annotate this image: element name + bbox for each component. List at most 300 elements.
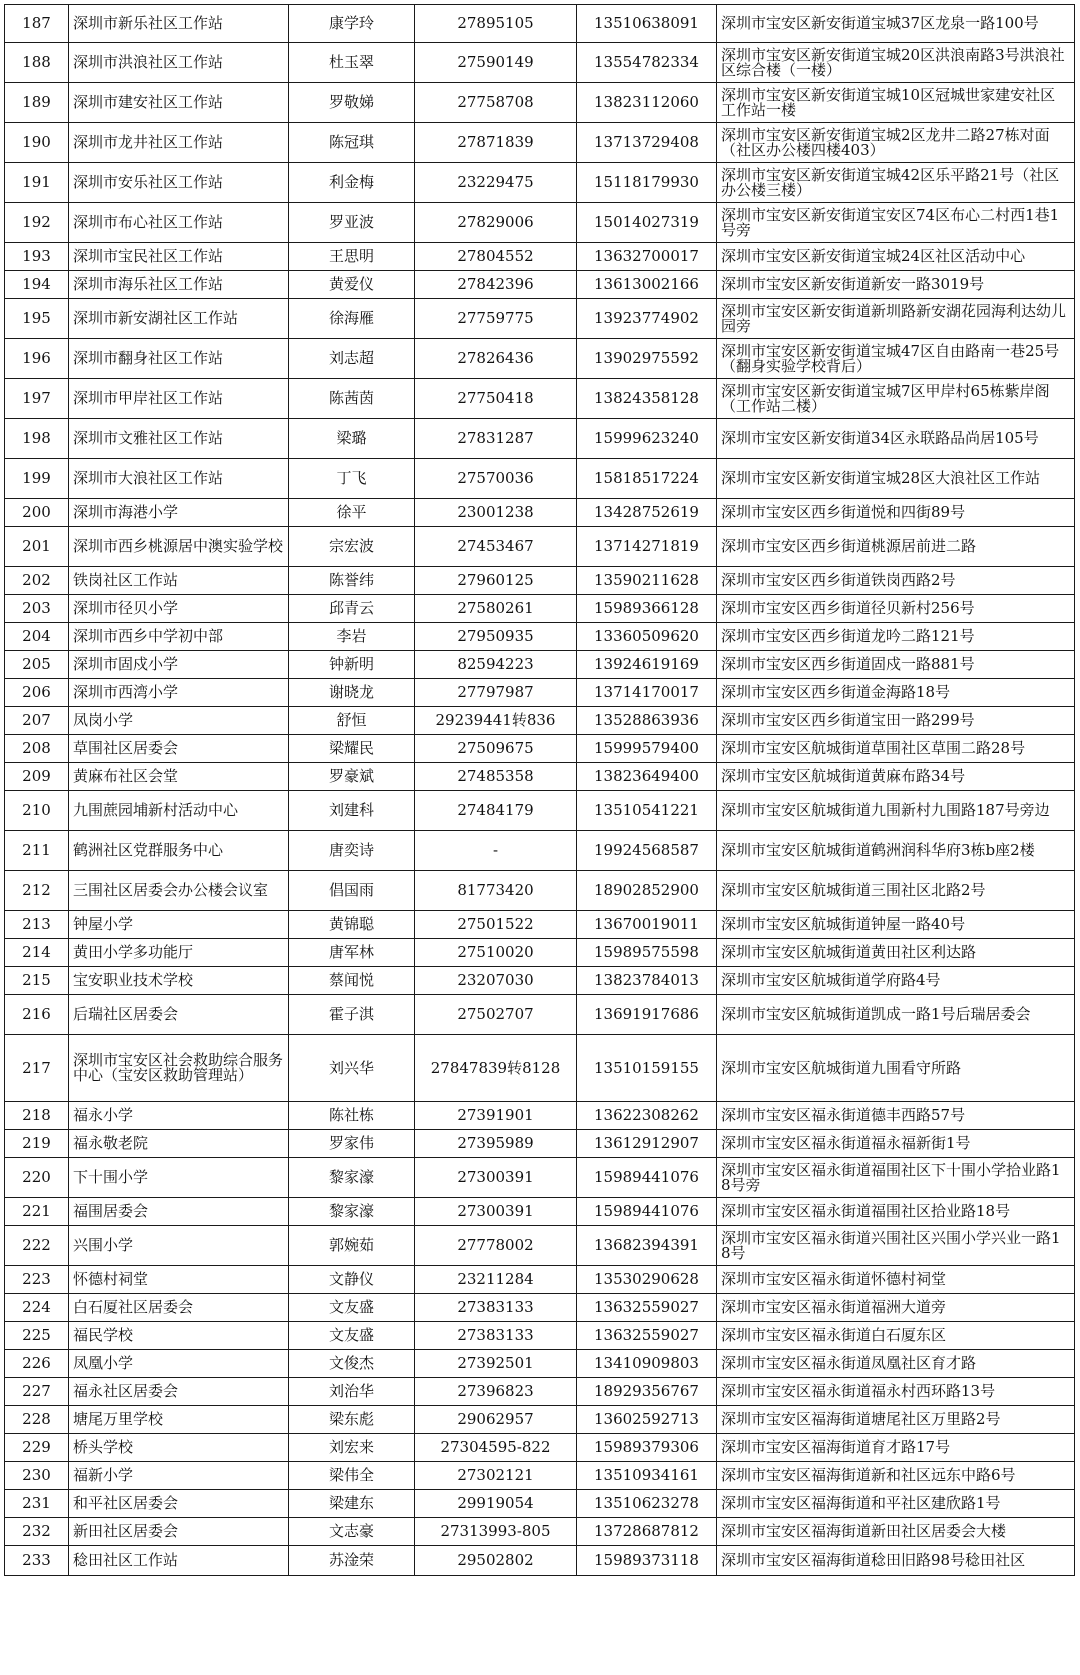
contact-person-cell: 丁飞 [289, 459, 415, 499]
address-cell: 深圳市宝安区福永街道福洲大道旁 [717, 1294, 1075, 1322]
office-phone-cell: 27590149 [415, 43, 577, 83]
contact-person-cell: 蔡闻悦 [289, 967, 415, 995]
table-row [5, 243, 1075, 271]
table-row [5, 1350, 1075, 1378]
contact-person-cell: 徐平 [289, 499, 415, 527]
table-row [5, 995, 1075, 1035]
mobile-phone-cell: 13923774902 [577, 299, 717, 339]
table-row [5, 1518, 1075, 1546]
site-name-cell: 稔田社区工作站 [69, 1546, 289, 1576]
address-cell: 深圳市宝安区西乡街道悦和四街89号 [717, 499, 1075, 527]
site-name-cell: 深圳市径贝小学 [69, 595, 289, 623]
address-cell: 深圳市宝安区航城街道鹤洲润科华府3栋b座2楼 [717, 831, 1075, 871]
mobile-phone-cell: 15999579400 [577, 735, 717, 763]
office-phone-cell: 27383133 [415, 1322, 577, 1350]
contact-person-cell: 刘治华 [289, 1378, 415, 1406]
table-row [5, 623, 1075, 651]
row-number-cell: 206 [5, 679, 69, 707]
mobile-phone-cell: 13428752619 [577, 499, 717, 527]
address-cell: 深圳市宝安区福海街道塘尾社区万里路2号 [717, 1406, 1075, 1434]
mobile-phone-cell: 13902975592 [577, 339, 717, 379]
contact-person-cell: 文静仪 [289, 1266, 415, 1294]
row-number-cell: 231 [5, 1490, 69, 1518]
mobile-phone-cell: 13612912907 [577, 1130, 717, 1158]
address-cell: 深圳市宝安区新安街道宝城24区社区活动中心 [717, 243, 1075, 271]
table-row [5, 1378, 1075, 1406]
contact-person-cell: 陈社栋 [289, 1102, 415, 1130]
table-row [5, 1462, 1075, 1490]
office-phone-cell: 23229475 [415, 163, 577, 203]
table-row [5, 1102, 1075, 1130]
mobile-phone-cell: 13510541221 [577, 791, 717, 831]
site-name-cell: 深圳市西乡桃源居中澳实验学校 [69, 527, 289, 567]
contact-person-cell: 文俊杰 [289, 1350, 415, 1378]
mobile-phone-cell: 13713729408 [577, 123, 717, 163]
row-number-cell: 207 [5, 707, 69, 735]
address-cell: 深圳市宝安区航城街道草围社区草围二路28号 [717, 735, 1075, 763]
mobile-phone-cell: 15999623240 [577, 419, 717, 459]
address-cell: 深圳市宝安区福永街道怀德村祠堂 [717, 1266, 1075, 1294]
address-cell: 深圳市宝安区西乡街道铁岗西路2号 [717, 567, 1075, 595]
mobile-phone-cell: 13691917686 [577, 995, 717, 1035]
table-row [5, 1434, 1075, 1462]
row-number-cell: 225 [5, 1322, 69, 1350]
site-name-cell: 福围居委会 [69, 1198, 289, 1226]
table-row [5, 707, 1075, 735]
site-name-cell: 深圳市海乐社区工作站 [69, 271, 289, 299]
site-name-cell: 深圳市固戍小学 [69, 651, 289, 679]
table-row [5, 595, 1075, 623]
mobile-phone-cell: 13590211628 [577, 567, 717, 595]
row-number-cell: 232 [5, 1518, 69, 1546]
contact-person-cell: 王思明 [289, 243, 415, 271]
table-row [5, 1546, 1075, 1576]
contact-person-cell: 罗敬娣 [289, 83, 415, 123]
row-number-cell: 210 [5, 791, 69, 831]
site-name-cell: 怀德村祠堂 [69, 1266, 289, 1294]
table-row [5, 791, 1075, 831]
table-row [5, 1266, 1075, 1294]
site-name-cell: 宝安职业技术学校 [69, 967, 289, 995]
row-number-cell: 189 [5, 83, 69, 123]
address-cell: 深圳市宝安区新安街道新圳路新安湖花园海利达幼儿园旁 [717, 299, 1075, 339]
mobile-phone-cell: 15989441076 [577, 1198, 717, 1226]
row-number-cell: 213 [5, 911, 69, 939]
mobile-phone-cell: 13632700017 [577, 243, 717, 271]
office-phone-cell: 27750418 [415, 379, 577, 419]
table-row [5, 567, 1075, 595]
address-cell: 深圳市宝安区航城街道学府路4号 [717, 967, 1075, 995]
address-cell: 深圳市宝安区福海街道新和社区远东中路6号 [717, 1462, 1075, 1490]
row-number-cell: 224 [5, 1294, 69, 1322]
site-name-cell: 深圳市宝民社区工作站 [69, 243, 289, 271]
contact-person-cell: 黄爱仪 [289, 271, 415, 299]
site-name-cell: 福永小学 [69, 1102, 289, 1130]
site-name-cell: 塘尾万里学校 [69, 1406, 289, 1434]
address-cell: 深圳市宝安区福海街道育才路17号 [717, 1434, 1075, 1462]
contact-person-cell: 梁东彪 [289, 1406, 415, 1434]
site-name-cell: 深圳市大浪社区工作站 [69, 459, 289, 499]
table-row [5, 163, 1075, 203]
row-number-cell: 209 [5, 763, 69, 791]
contact-person-cell: 罗亚波 [289, 203, 415, 243]
site-name-cell: 钟屋小学 [69, 911, 289, 939]
address-cell: 深圳市宝安区新安街道新安一路3019号 [717, 271, 1075, 299]
site-name-cell: 草围社区居委会 [69, 735, 289, 763]
row-number-cell: 193 [5, 243, 69, 271]
site-name-cell: 深圳市龙井社区工作站 [69, 123, 289, 163]
address-cell: 深圳市宝安区西乡街道金海路18号 [717, 679, 1075, 707]
table-row [5, 967, 1075, 995]
address-cell: 深圳市宝安区西乡街道固戍一路881号 [717, 651, 1075, 679]
address-cell: 深圳市宝安区福永街道兴围社区兴围小学兴业一路18号 [717, 1226, 1075, 1266]
table-row [5, 43, 1075, 83]
contact-person-cell: 徐海雁 [289, 299, 415, 339]
site-name-cell: 深圳市宝安区社会救助综合服务中心（宝安区救助管理站） [69, 1035, 289, 1102]
office-phone-cell: - [415, 831, 577, 871]
address-cell: 深圳市宝安区西乡街道径贝新村256号 [717, 595, 1075, 623]
contact-person-cell: 康学玲 [289, 5, 415, 43]
contact-person-cell: 刘志超 [289, 339, 415, 379]
table-row [5, 299, 1075, 339]
contact-person-cell: 邱青云 [289, 595, 415, 623]
mobile-phone-cell: 18902852900 [577, 871, 717, 911]
table-row [5, 1322, 1075, 1350]
office-phone-cell: 27804552 [415, 243, 577, 271]
site-name-cell: 鹤洲社区党群服务中心 [69, 831, 289, 871]
row-number-cell: 191 [5, 163, 69, 203]
row-number-cell: 203 [5, 595, 69, 623]
contact-person-cell: 郭婉茹 [289, 1226, 415, 1266]
contact-person-cell: 文友盛 [289, 1322, 415, 1350]
address-cell: 深圳市宝安区福永街道凤凰社区育才路 [717, 1350, 1075, 1378]
site-name-cell: 深圳市建安社区工作站 [69, 83, 289, 123]
site-name-cell: 九围蔗园埔新村活动中心 [69, 791, 289, 831]
table-row [5, 763, 1075, 791]
address-cell: 深圳市宝安区航城街道九围看守所路 [717, 1035, 1075, 1102]
office-phone-cell: 27485358 [415, 763, 577, 791]
mobile-phone-cell: 13682394391 [577, 1226, 717, 1266]
contact-person-cell: 陈誉纬 [289, 567, 415, 595]
contact-person-cell: 宗宏波 [289, 527, 415, 567]
table-row [5, 871, 1075, 911]
mobile-phone-cell: 13670019011 [577, 911, 717, 939]
row-number-cell: 195 [5, 299, 69, 339]
row-number-cell: 217 [5, 1035, 69, 1102]
mobile-phone-cell: 15989379306 [577, 1434, 717, 1462]
table-row [5, 651, 1075, 679]
table-row [5, 339, 1075, 379]
office-phone-cell: 27847839转8128 [415, 1035, 577, 1102]
contact-person-cell: 谢晓龙 [289, 679, 415, 707]
row-number-cell: 205 [5, 651, 69, 679]
contact-person-cell: 钟新明 [289, 651, 415, 679]
table-row [5, 527, 1075, 567]
mobile-phone-cell: 15818517224 [577, 459, 717, 499]
site-name-cell: 黄麻布社区会堂 [69, 763, 289, 791]
address-cell: 深圳市宝安区新安街道34区永联路品尚居105号 [717, 419, 1075, 459]
table-row [5, 459, 1075, 499]
row-number-cell: 190 [5, 123, 69, 163]
mobile-phone-cell: 13510934161 [577, 1462, 717, 1490]
office-phone-cell: 27396823 [415, 1378, 577, 1406]
office-phone-cell: 23211284 [415, 1266, 577, 1294]
mobile-phone-cell: 15118179930 [577, 163, 717, 203]
row-number-cell: 192 [5, 203, 69, 243]
mobile-phone-cell: 18929356767 [577, 1378, 717, 1406]
site-name-cell: 三围社区居委会办公楼会议室 [69, 871, 289, 911]
address-cell: 深圳市宝安区航城街道黄麻布路34号 [717, 763, 1075, 791]
office-phone-cell: 27501522 [415, 911, 577, 939]
contact-person-cell: 梁璐 [289, 419, 415, 459]
contact-person-cell: 梁伟全 [289, 1462, 415, 1490]
office-phone-cell: 27797987 [415, 679, 577, 707]
table-row [5, 679, 1075, 707]
site-name-cell: 下十围小学 [69, 1158, 289, 1198]
site-name-cell: 和平社区居委会 [69, 1490, 289, 1518]
mobile-phone-cell: 13728687812 [577, 1518, 717, 1546]
address-cell: 深圳市宝安区福海街道新田社区居委会大楼 [717, 1518, 1075, 1546]
site-name-cell: 深圳市布心社区工作站 [69, 203, 289, 243]
office-phone-cell: 27509675 [415, 735, 577, 763]
table-row [5, 203, 1075, 243]
office-phone-cell: 27842396 [415, 271, 577, 299]
mobile-phone-cell: 19924568587 [577, 831, 717, 871]
office-phone-cell: 27950935 [415, 623, 577, 651]
contact-person-cell: 刘宏来 [289, 1434, 415, 1462]
table-row [5, 1198, 1075, 1226]
table-row [5, 1294, 1075, 1322]
site-name-cell: 深圳市西乡中学初中部 [69, 623, 289, 651]
address-cell: 深圳市宝安区新安街道宝城28区大浪社区工作站 [717, 459, 1075, 499]
site-name-cell: 深圳市翻身社区工作站 [69, 339, 289, 379]
address-cell: 深圳市宝安区航城街道黄田社区利达路 [717, 939, 1075, 967]
contact-table [4, 4, 1075, 1576]
office-phone-cell: 23207030 [415, 967, 577, 995]
address-cell: 深圳市宝安区福海街道和平社区建欣路1号 [717, 1490, 1075, 1518]
address-cell: 深圳市宝安区新安街道宝城2区龙井二路27栋对面（社区办公楼四楼403） [717, 123, 1075, 163]
office-phone-cell: 27758708 [415, 83, 577, 123]
mobile-phone-cell: 13632559027 [577, 1322, 717, 1350]
office-phone-cell: 82594223 [415, 651, 577, 679]
mobile-phone-cell: 13613002166 [577, 271, 717, 299]
contact-person-cell: 陈冠琪 [289, 123, 415, 163]
site-name-cell: 深圳市甲岸社区工作站 [69, 379, 289, 419]
contact-person-cell: 罗家伟 [289, 1130, 415, 1158]
row-number-cell: 220 [5, 1158, 69, 1198]
contact-person-cell: 梁建东 [289, 1490, 415, 1518]
mobile-phone-cell: 13510623278 [577, 1490, 717, 1518]
table-row [5, 911, 1075, 939]
office-phone-cell: 27829006 [415, 203, 577, 243]
row-number-cell: 214 [5, 939, 69, 967]
contact-person-cell: 苏淦荣 [289, 1546, 415, 1576]
mobile-phone-cell: 13714271819 [577, 527, 717, 567]
site-name-cell: 黄田小学多功能厅 [69, 939, 289, 967]
address-cell: 深圳市宝安区新安街道宝城10区冠城世家建安社区工作站一楼 [717, 83, 1075, 123]
table-row [5, 1490, 1075, 1518]
contact-person-cell: 唐军林 [289, 939, 415, 967]
office-phone-cell: 27759775 [415, 299, 577, 339]
site-name-cell: 后瑞社区居委会 [69, 995, 289, 1035]
office-phone-cell: 81773420 [415, 871, 577, 911]
mobile-phone-cell: 13824358128 [577, 379, 717, 419]
office-phone-cell: 29239441转836 [415, 707, 577, 735]
table-row [5, 1226, 1075, 1266]
office-phone-cell: 29502802 [415, 1546, 577, 1576]
office-phone-cell: 27300391 [415, 1158, 577, 1198]
site-name-cell: 兴围小学 [69, 1226, 289, 1266]
address-cell: 深圳市宝安区福永街道白石厦东区 [717, 1322, 1075, 1350]
mobile-phone-cell: 13632559027 [577, 1294, 717, 1322]
site-name-cell: 深圳市新安湖社区工作站 [69, 299, 289, 339]
table-body [5, 5, 1075, 1576]
mobile-phone-cell: 15989366128 [577, 595, 717, 623]
site-name-cell: 深圳市安乐社区工作站 [69, 163, 289, 203]
table-row [5, 499, 1075, 527]
office-phone-cell: 27826436 [415, 339, 577, 379]
mobile-phone-cell: 15989575598 [577, 939, 717, 967]
address-cell: 深圳市宝安区福永街道福永福新街1号 [717, 1130, 1075, 1158]
table-row [5, 1130, 1075, 1158]
office-phone-cell: 27383133 [415, 1294, 577, 1322]
office-phone-cell: 27395989 [415, 1130, 577, 1158]
site-name-cell: 福新小学 [69, 1462, 289, 1490]
row-number-cell: 201 [5, 527, 69, 567]
table-row [5, 735, 1075, 763]
contact-person-cell: 霍子淇 [289, 995, 415, 1035]
contact-person-cell: 文友盛 [289, 1294, 415, 1322]
table-row [5, 419, 1075, 459]
contact-person-cell: 文志豪 [289, 1518, 415, 1546]
office-phone-cell: 27895105 [415, 5, 577, 43]
address-cell: 深圳市宝安区福海街道稔田旧路98号稔田社区 [717, 1546, 1075, 1576]
address-cell: 深圳市宝安区新安街道宝城20区洪浪南路3号洪浪社区综合楼（一楼） [717, 43, 1075, 83]
office-phone-cell: 27510020 [415, 939, 577, 967]
site-name-cell: 深圳市西湾小学 [69, 679, 289, 707]
address-cell: 深圳市宝安区西乡街道龙吟二路121号 [717, 623, 1075, 651]
mobile-phone-cell: 13602592713 [577, 1406, 717, 1434]
mobile-phone-cell: 13823649400 [577, 763, 717, 791]
row-number-cell: 194 [5, 271, 69, 299]
mobile-phone-cell: 13924619169 [577, 651, 717, 679]
row-number-cell: 228 [5, 1406, 69, 1434]
mobile-phone-cell: 13410909803 [577, 1350, 717, 1378]
address-cell: 深圳市宝安区航城街道九围新村九围路187号旁边 [717, 791, 1075, 831]
row-number-cell: 219 [5, 1130, 69, 1158]
office-phone-cell: 27960125 [415, 567, 577, 595]
mobile-phone-cell: 13554782334 [577, 43, 717, 83]
mobile-phone-cell: 15989373118 [577, 1546, 717, 1576]
row-number-cell: 197 [5, 379, 69, 419]
mobile-phone-cell: 13823784013 [577, 967, 717, 995]
mobile-phone-cell: 13510638091 [577, 5, 717, 43]
address-cell: 深圳市宝安区航城街道凯成一路1号后瑞居委会 [717, 995, 1075, 1035]
office-phone-cell: 23001238 [415, 499, 577, 527]
mobile-phone-cell: 13714170017 [577, 679, 717, 707]
site-name-cell: 桥头学校 [69, 1434, 289, 1462]
site-name-cell: 深圳市文雅社区工作站 [69, 419, 289, 459]
office-phone-cell: 27300391 [415, 1198, 577, 1226]
row-number-cell: 187 [5, 5, 69, 43]
site-name-cell: 新田社区居委会 [69, 1518, 289, 1546]
office-phone-cell: 27831287 [415, 419, 577, 459]
site-name-cell: 白石厦社区居委会 [69, 1294, 289, 1322]
mobile-phone-cell: 15989441076 [577, 1158, 717, 1198]
row-number-cell: 204 [5, 623, 69, 651]
contact-person-cell: 李岩 [289, 623, 415, 651]
address-cell: 深圳市宝安区福永街道福永村西环路13号 [717, 1378, 1075, 1406]
contact-person-cell: 黎家濠 [289, 1158, 415, 1198]
row-number-cell: 223 [5, 1266, 69, 1294]
row-number-cell: 208 [5, 735, 69, 763]
row-number-cell: 227 [5, 1378, 69, 1406]
table-row [5, 1158, 1075, 1198]
table-row [5, 1035, 1075, 1102]
mobile-phone-cell: 13622308262 [577, 1102, 717, 1130]
row-number-cell: 218 [5, 1102, 69, 1130]
contact-person-cell: 利金梅 [289, 163, 415, 203]
contact-person-cell: 梁耀民 [289, 735, 415, 763]
site-name-cell: 深圳市海港小学 [69, 499, 289, 527]
row-number-cell: 188 [5, 43, 69, 83]
office-phone-cell: 27484179 [415, 791, 577, 831]
contact-person-cell: 舒恒 [289, 707, 415, 735]
office-phone-cell: 29919054 [415, 1490, 577, 1518]
site-name-cell: 福永敬老院 [69, 1130, 289, 1158]
row-number-cell: 216 [5, 995, 69, 1035]
office-phone-cell: 27313993-805 [415, 1518, 577, 1546]
table-row [5, 83, 1075, 123]
contact-person-cell: 刘建科 [289, 791, 415, 831]
address-cell: 深圳市宝安区福永街道福围社区下十围小学拾业路18号旁 [717, 1158, 1075, 1198]
contact-person-cell: 刘兴华 [289, 1035, 415, 1102]
row-number-cell: 229 [5, 1434, 69, 1462]
site-name-cell: 凤岗小学 [69, 707, 289, 735]
row-number-cell: 230 [5, 1462, 69, 1490]
office-phone-cell: 29062957 [415, 1406, 577, 1434]
office-phone-cell: 27502707 [415, 995, 577, 1035]
site-name-cell: 福永社区居委会 [69, 1378, 289, 1406]
table-row [5, 939, 1075, 967]
table-row [5, 5, 1075, 43]
office-phone-cell: 27453467 [415, 527, 577, 567]
table-row [5, 1406, 1075, 1434]
row-number-cell: 215 [5, 967, 69, 995]
table-row [5, 123, 1075, 163]
address-cell: 深圳市宝安区航城街道三围社区北路2号 [717, 871, 1075, 911]
table-row [5, 831, 1075, 871]
row-number-cell: 226 [5, 1350, 69, 1378]
address-cell: 深圳市宝安区新安街道宝城37区龙泉一路100号 [717, 5, 1075, 43]
contact-person-cell: 杜玉翠 [289, 43, 415, 83]
row-number-cell: 202 [5, 567, 69, 595]
address-cell: 深圳市宝安区福永街道福围社区拾业路18号 [717, 1198, 1075, 1226]
address-cell: 深圳市宝安区航城街道钟屋一路40号 [717, 911, 1075, 939]
table-row [5, 271, 1075, 299]
office-phone-cell: 27570036 [415, 459, 577, 499]
site-name-cell: 铁岗社区工作站 [69, 567, 289, 595]
address-cell: 深圳市宝安区新安街道宝安区74区布心二村西1巷1号旁 [717, 203, 1075, 243]
row-number-cell: 199 [5, 459, 69, 499]
row-number-cell: 221 [5, 1198, 69, 1226]
address-cell: 深圳市宝安区西乡街道桃源居前进二路 [717, 527, 1075, 567]
row-number-cell: 211 [5, 831, 69, 871]
office-phone-cell: 27302121 [415, 1462, 577, 1490]
row-number-cell: 200 [5, 499, 69, 527]
table-row [5, 379, 1075, 419]
office-phone-cell: 27580261 [415, 595, 577, 623]
